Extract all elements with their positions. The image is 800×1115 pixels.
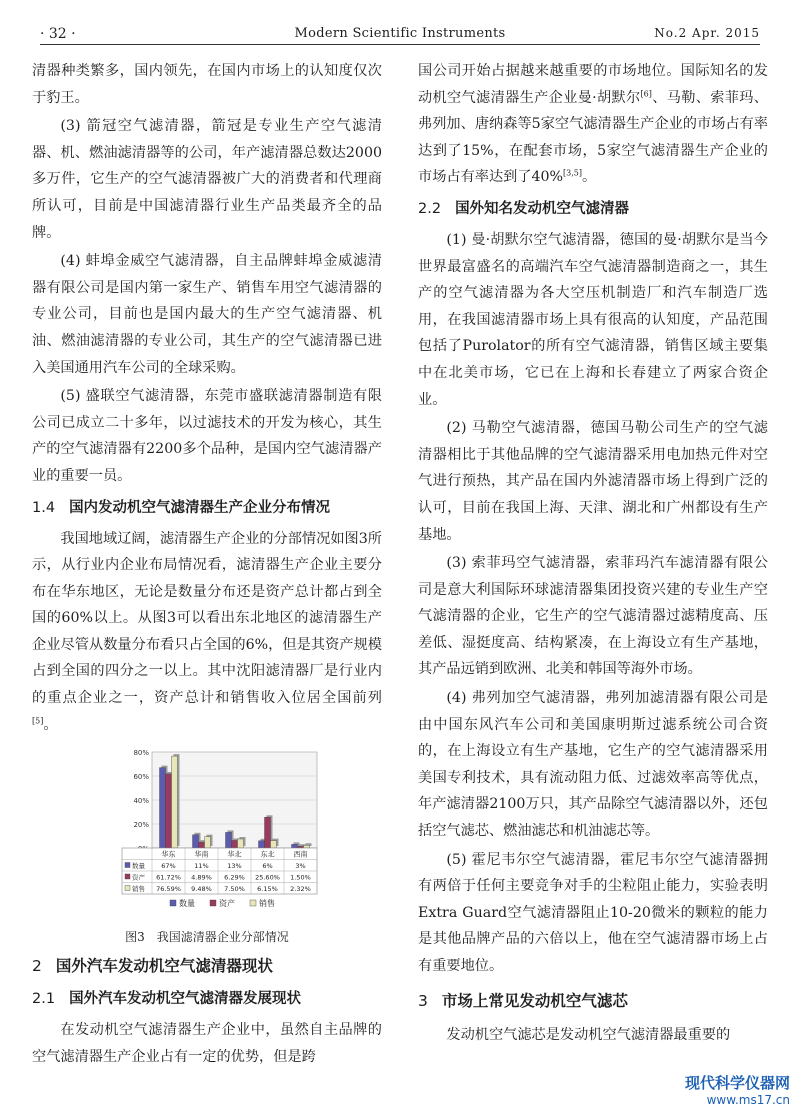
- bar: [160, 768, 166, 848]
- section-number: 2.2: [418, 200, 442, 217]
- legend-swatch: [250, 900, 256, 906]
- paragraph: (4) 弗列加空气滤清器，弗列加滤清器有限公司是由中国东风汽车公司和美国康明斯过滤系统公司合资的，在上海设立有生产基地，它生产的空气滤清器采用美国专利技术，具有流动阻力低、过滤效率高等优点，年产滤清器2100万只，其产品除空气滤清器以外，还包括空气滤芯、燃油滤芯和机油滤芯等。: [418, 690, 768, 840]
- bar: [271, 841, 277, 848]
- legend-label: 数量: [179, 899, 195, 909]
- paragraph: (3) 索菲玛空气滤清器，索菲玛汽车滤清器有限公司是意大利国际环球滤清器集团投资兴建的专业生产空气滤清器的企业，它生产的空气滤清器过滤精度高、压差低、湿挺度高、结构紧凑，在上海设立有生产基地，其产品远销到欧洲、北美和韩国等海外市场。: [418, 555, 768, 678]
- section-title: 国内发动机空气滤清器生产企业分布情况: [69, 499, 331, 516]
- bar: [259, 841, 265, 848]
- table-series-swatch: [125, 886, 130, 891]
- page-header: [40, 22, 760, 46]
- paragraph-text: 。: [43, 716, 58, 733]
- data-label: 1.50%: [290, 873, 311, 882]
- table-series-swatch: [125, 863, 130, 868]
- section-number: 1.4: [32, 499, 56, 516]
- bar: [166, 774, 172, 848]
- x-category-label: 东北: [260, 850, 275, 859]
- legend-label: 销售: [259, 899, 275, 909]
- table-series-name: 数量: [132, 862, 145, 871]
- page-number: · 32 ·: [40, 26, 76, 42]
- legend-label: 资产: [219, 899, 235, 909]
- left-column: [32, 58, 382, 1072]
- header-rule: [40, 44, 760, 45]
- issue-info: No.2 Apr. 2015: [654, 26, 760, 40]
- paragraph: [418, 58, 768, 191]
- section-title: 国外知名发动机空气滤清器: [455, 200, 630, 217]
- data-label: 13%: [227, 862, 242, 871]
- legend-swatch: [210, 900, 216, 906]
- table-series-name: 销售: [132, 885, 145, 894]
- legend-swatch: [170, 900, 176, 906]
- paragraph: 在发动机空气滤清器生产企业中，虽然自主品牌的空气滤清器生产企业占有一定的优势，但是跨: [32, 1022, 382, 1065]
- site-watermark-logo: [680, 1072, 790, 1107]
- data-label: 11%: [194, 862, 209, 871]
- bar: [226, 833, 232, 849]
- paragraph: (1) 曼·胡默尔空气滤清器，德国的曼·胡默尔是当今世界最富盛名的高端汽车空气滤清器制造商之一，其生产的空气滤清器为各大空压机制造厂和汽车制造厂选用，在我国滤清器市场上具有很高的认知度，产品范围包括了Purolator的所有空气滤清器，销售区域主要集中在北美市场，它已在上海和长春建立了两家合资企业。: [418, 231, 768, 408]
- x-category-label: 华东: [161, 850, 176, 859]
- citation: [5]: [32, 715, 44, 725]
- right-column: [418, 58, 768, 1050]
- bar: [238, 839, 244, 848]
- logo-url: www.ms17.cn: [706, 1093, 790, 1107]
- data-label: 67%: [161, 862, 176, 871]
- figure-3: [32, 744, 382, 926]
- section-heading: [418, 197, 768, 221]
- y-tick-label: 20%: [133, 821, 149, 830]
- data-label: 6.29%: [224, 873, 245, 882]
- paragraph: (5) 盛联空气滤清器，东莞市盛联滤清器制造有限公司已成立二十多年，以过滤技术的开发为核心，其生产的空气滤清器有2200多个品种，是国内空气滤清器产业的重要一员。: [32, 388, 382, 484]
- citation: [3,5]: [563, 168, 583, 178]
- section-number: 2.1: [32, 991, 56, 1008]
- bar: [304, 845, 310, 848]
- section-number: 2: [32, 957, 42, 976]
- figure-caption: 图3 我国滤清器企业分部情况: [125, 930, 289, 945]
- section-title: 市场上常见发动机空气滤芯: [441, 991, 628, 1010]
- paragraph-text: 国公司开始占据越来越重要的市场地位。国际知名的发动机空气滤清器生产企业曼·胡默尔: [418, 63, 768, 106]
- section-heading: [32, 953, 382, 979]
- data-label: 61.72%: [156, 873, 181, 882]
- bar: [199, 842, 205, 848]
- paragraph: (4) 蚌埠金威空气滤清器，自主品牌蚌埠金威滤清器有限公司是国内第一家生产、销售车用空气滤清器的专业公司，目前也是国内最大的生产空气滤清器、机油、燃油滤清器的专业公司，其生产的空气滤清器已进入美国通用汽车公司的全球采购。: [32, 253, 382, 376]
- paragraph: (3) 箭冠空气滤清器，箭冠是专业生产空气滤清器、机、燃油滤清器等的公司，年产滤清器总数达2000多万件，它生产的空气滤清器被广大的消费者和代理商所认可，目前是中国滤清器行业生产品类最齐全的品牌。: [32, 118, 382, 241]
- x-category-label: 华北: [227, 850, 242, 859]
- data-label: 25.60%: [255, 873, 280, 882]
- x-category-label: 西南: [293, 850, 308, 859]
- logo-name: 现代科学仪器网: [684, 1074, 790, 1092]
- paragraph: (5) 霍尼韦尔空气滤清器，霍尼韦尔空气滤清器拥有两倍于任何主要竞争对手的尘粒阻止能力，实验表明Extra Guard空气滤清器阻止10-20微米的颗粒的能力是其他品牌产品的六倍以上，他在空气滤清器市场上占有重要地位。: [418, 851, 768, 974]
- bar: [232, 841, 238, 849]
- bar: [193, 835, 199, 848]
- data-label: 6%: [262, 862, 273, 871]
- data-label: 6.15%: [257, 885, 278, 894]
- data-label: 9.48%: [191, 885, 212, 894]
- y-tick-label: 60%: [133, 773, 149, 782]
- bar: [265, 818, 271, 849]
- paragraph-text: 。: [582, 169, 597, 186]
- table-series-swatch: [125, 874, 130, 879]
- data-label: 3%: [295, 862, 306, 871]
- paragraph: (2) 马勒空气滤清器，德国马勒公司生产的空气滤清器相比于其他品牌的空气滤清器采用电加热元件对空气进行预热，其产品在国内外滤清器市场上得到广泛的认可，目前在我国上海、天津、湖北和广州都设有生产基地。: [418, 420, 768, 543]
- section-title: 国外汽车发动机空气滤清器发展现状: [69, 991, 302, 1008]
- paragraph: [32, 526, 382, 739]
- section-heading: [32, 987, 382, 1011]
- section-heading: [32, 496, 382, 520]
- bar: [292, 845, 298, 849]
- y-tick-label: 80%: [133, 749, 149, 758]
- paragraph: 发动机空气滤芯是发动机空气滤清器最重要的: [446, 1026, 731, 1043]
- table-series-name: 资产: [132, 873, 145, 882]
- section-number: 3: [418, 991, 428, 1010]
- section-heading: [418, 988, 768, 1014]
- data-label: 4.89%: [191, 873, 212, 882]
- citation: [6]: [640, 88, 652, 98]
- data-label: 76.59%: [156, 885, 181, 894]
- paragraph-text: 、马勒、索菲玛、弗列加、唐纳森等5家空气滤清器生产企业的市场占有率达到了15%，在配套市场，5家空气滤清器生产企业的市场占有率达到了40%: [418, 89, 768, 186]
- section-title: 国外汽车发动机空气滤清器现状: [55, 957, 273, 976]
- x-category-label: 华南: [194, 850, 209, 859]
- data-label: 7.50%: [224, 885, 245, 894]
- bar: [205, 837, 211, 848]
- paragraph: 清器种类繁多，国内领先，在国内市场上的认知度仅次于豹王。: [32, 63, 382, 106]
- bar: [172, 756, 178, 848]
- paragraph-text: 我国地域辽阔，滤清器生产企业的分部情况如图3所示，从行业内企业布局情况看，滤清器生产企业主要分布在华东地区，无论是数量分布还是资产总计都占到全国的60%以上。从图3可以看出东北地区的滤清器生产企业尽管从数量分布看只占全国的6%，但是其资产规模占到全国的四分之一以上。其中沈阳滤清器厂是行业内的重点企业之一，资产总计和销售收入位居全国前列: [32, 530, 382, 707]
- distribution-chart: [32, 744, 382, 926]
- y-tick-label: 40%: [133, 797, 149, 806]
- journal-name: Modern Scientific Instruments: [294, 26, 506, 41]
- data-label: 2.32%: [290, 885, 311, 894]
